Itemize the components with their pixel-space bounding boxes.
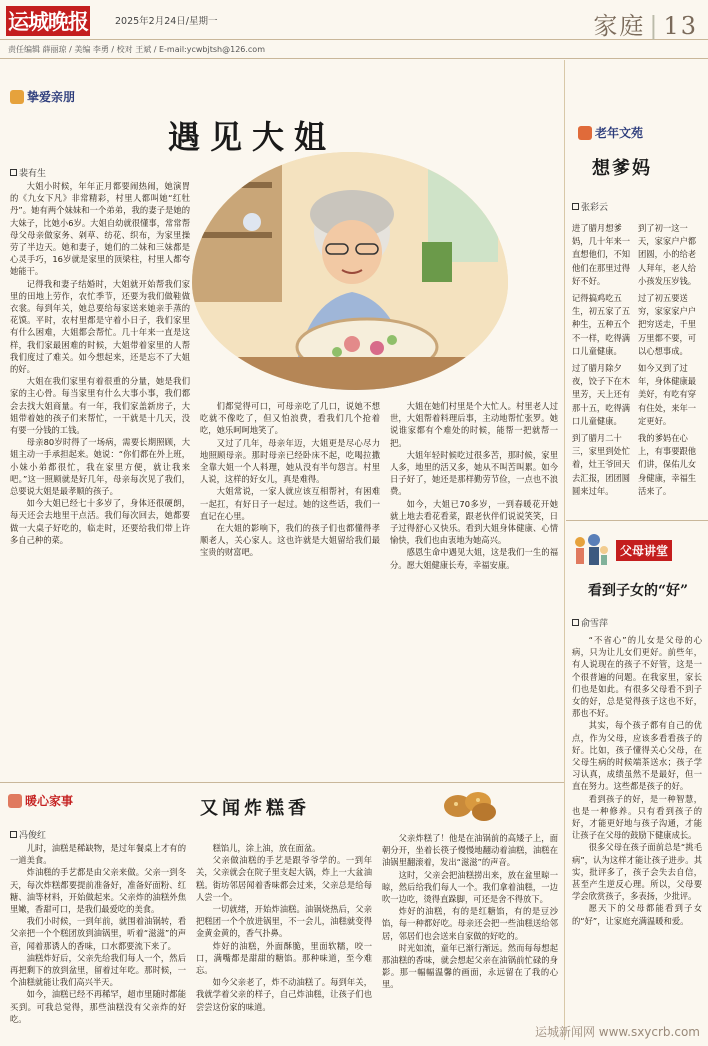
paragraph: 感恩生命中遇见大姐，这是我们一生的福分。愿大姐健康长寿，幸福安康。 [390, 547, 558, 570]
paragraph: 儿时，油糕是稀缺物，是过年餐桌上才有的一道美食。 [10, 843, 186, 866]
column-divider [564, 60, 565, 1040]
paragraph: 母亲80岁时得了一场病，需要长期照顾，大姐主动一手承担起来。她说：“你们都在外上班，小妹小弟都很忙，我在家里方便，就让我来吧。”这一照顾就是好几年，母亲每次见了我们，总要说大姐是最孝顺的孩子。 [10, 437, 190, 497]
poem-stanza: 进了腊月想爹妈，几十年来一直想他们，不知他们在那里过得好不好。 [572, 223, 631, 286]
paragraph: 油糕炸好后，父亲先给我们每人一个，然后再把剩下的放到盆里，留着过年吃。那时候，一个油糕就能让我们高兴半天。 [10, 952, 186, 988]
paragraph: 大姐常说，一家人就应该互相帮衬，有困难一起扛，有好日子一起过。她的这些话，我们一直记在心里。 [200, 486, 380, 521]
paragraph: 大姐小时候，年年正月都要闹热闹，她演胃的《九女下凡》非常精彩，村里人都叫她“红牡丹”。她有两个妹妹和一个弟弟，我的妻子是她的大妹子，比她小6岁。大姐自幼就很懂事，常常帮母父母亲做家务、剁草、纺花、织布，为家里操劳了半边天。她和妻子，她们的二妹和三妹都是心灵手巧，16岁就是家里的顶梁柱，村里人都夸她能干。 [10, 181, 190, 277]
paragraph: 我们小时候，一到年前，就围着油锅转，看父亲把一个个糕团放到油锅里，听着“滋滋”的声音，闻着那诱人的香味，口水都要流下来了。 [10, 916, 186, 951]
poem-stanza: 我的爹妈在心上，有事要跟他们讲，保佑儿女身健康，幸福生活来了。 [638, 433, 697, 496]
poem-author: 张彩云 [572, 200, 608, 213]
divider [0, 58, 708, 59]
article-body-col1 [10, 842, 186, 1040]
divider [0, 782, 564, 783]
article-body-col3 [382, 832, 558, 1040]
section-header: 家庭 | 13 [593, 12, 698, 40]
paragraph: 愿天下的父母都能看到子女的“好”，让家庭充满温暖和爱。 [572, 903, 702, 926]
family-icon [10, 90, 24, 104]
poem-stanza: 到了初一这一天，家家户户都团圆，小的给老人拜年，老人给小孩发压岁钱。 [638, 223, 697, 286]
paragraph: 大姐在她们村里是个大忙人。村里老人过世，大姐帮着料理后事，主动地帮忙张罗。她说谁家都有个难处的时候，能帮一把就帮一把。 [390, 401, 558, 448]
paragraph: 如今，大姐已70多岁，一到春暖花开她就上地去看花看菜，跟老伙伴们说说笑笑，日子过得舒心又快乐。看到大姐身体健康、心情愉快，我们也由衷地为她高兴。 [390, 498, 558, 546]
paragraph: 一切就绪，开始炸油糕。油锅烧热后，父亲把糕团一个个放进锅里，不一会儿，油糕就变得金黄金黄的，香气扑鼻。 [196, 904, 372, 939]
article-body-col3 [390, 400, 558, 778]
column-tag: 父母讲堂 [616, 540, 672, 561]
column-tag: 老年文苑 [578, 124, 643, 141]
column-tag: 暖心家事 [8, 792, 73, 809]
paragraph: 看到孩子的好，是一种智慧，也是一种修养。只有看到孩子的好，才能更好地与孩子沟通，才能让孩子在父母的鼓励下健康成长。 [572, 793, 702, 841]
poem-title: 想爹妈 [592, 158, 652, 179]
paragraph: 在大姐的影响下，我们的孩子们也都懂得孝顺老人，关心家人。这也许就是大姐留给我们最宝贵的财富吧。 [200, 523, 380, 558]
paragraph: 大姐在我们家里有着很重的分量，她是我们家的主心骨。每当家里有什么大事小事，我们都会去找大姐商量。有一年，我们家盖新房子，大姐带着她的孩子们来帮忙，一干就是十几天，没有要一分钱的工钱。 [10, 376, 190, 436]
section-name: 家庭 [593, 12, 646, 40]
essay-author: 俞雪萍 [572, 616, 608, 629]
poem-stanza: 过了初五要送穷，家家家户户把穷送走，千里万里都不要，可以心想事成。 [638, 293, 697, 356]
newspaper-logo: 运城晚报 [6, 6, 102, 34]
paragraph: 记得我和妻子结婚时，大姐就开始帮我们家里的田地上劳作，农忙季节，还要为我们做鞋做衣裳。每到年关，她总要给每家送来她亲手蒸的花馍。平时，农村里都是守着小日子，我们家里有什么困难，大姐都会帮忙。几十年来一直是这样，我们家最困难的时候，大姐带着家里的人帮我们度过了难关。如今想起来，还是忘不了大姐的好。 [10, 278, 190, 375]
poem-stanza: 记得搞鸡吃五生，初五家了五种生，五种五个不一样，吃得满口儿童健康。 [572, 293, 631, 356]
paragraph: 很多父母在孩子面前总是“挑毛病”，认为这样才能让孩子进步。其实，批评多了，孩子会失去自信，甚至产生逆反心理。所以，父母要学会欣赏孩子，多表扬，少批评。 [572, 842, 702, 902]
paragraph: 又过了几年，母亲年迈，大姐更是尽心尽力地照顾母亲。那时母亲已经卧床不起，吃喝拉撒全靠大姐一个人料理，她从没有半句怨言。村里人说，这样的好女儿，真是难得。 [200, 437, 380, 485]
divider [566, 520, 708, 521]
article-body-col2 [200, 400, 380, 778]
paragraph: 其实，每个孩子都有自己的优点，作为父母，应该多看看孩子的好。比如，孩子懂得关心父母，在父母生病的时候端茶送水；孩子学习认真，成绩虽然不是最好，但一直在努力。这些都是孩子的好。 [572, 720, 702, 792]
paragraph: 们都觉得可口，可母亲吃了几口，说她不想吃就不像吃了，但又怕浪费，看我们几个抢着吃，她乐呵呵地笑了。 [200, 401, 380, 436]
paragraph: “不省心”的儿女是父母的心病，只为让儿女们更好。前些年，有人说现在的孩子不好管，这是一个很普遍的问题。在我家里，家长们也是如此。有很多父母看不到子女的好，总是觉得孩子这也不好，那也不好。 [572, 635, 702, 719]
article-title: 又闻炸糕香 [200, 798, 310, 819]
paragraph: 大姐年轻时候吃过很多苦，那时候，家里人多，地里的活又多，她从不叫苦叫累。如今日子好了，她还是那样勤劳节俭，一点也不浪费。 [390, 449, 558, 497]
heart-icon [8, 794, 22, 808]
family-illustration [568, 528, 612, 572]
article-body-col1 [10, 180, 190, 778]
poem-stanza: 过了腊月除夕夜，饺子下在木里芳，天上还有那十五，吃得满口儿童健康。 [572, 363, 631, 426]
article-author: 冯俊红 [10, 828, 46, 841]
elderly-woman-illustration [192, 152, 508, 390]
article-author: 裴有生 [10, 166, 46, 179]
poem-col2 [638, 222, 700, 502]
poem-stanza: 如今又到了过年，身体健康最美好，有吃有穿有住处，来年一定更好。 [638, 363, 697, 426]
paragraph: 如今大姐已经七十多岁了，身体还很硬朗，每天还会去地里干点活。我们每次回去，她都要做一大桌子好吃的，临走时，还要给我们带上许多自己种的菜。 [10, 498, 190, 545]
fried-cakes-image [440, 788, 500, 822]
flower-icon [578, 126, 592, 140]
poem-stanza: 到了腊月二十三，家里到处忙着，灶王爷回天去汇报，团团圆圆来过年。 [572, 433, 631, 496]
paragraph: 如今，油糕已经不再稀罕，超市里随时都能买到。可我总觉得，那些油糕没有父亲炸的好吃。 [10, 989, 186, 1024]
column-tag: 挚爱亲朋 [10, 88, 75, 105]
editor-credits: 责任编辑 薛丽琼 / 美编 李勇 / 校对 王斌 / E-mail:ycwbjtsh@126.com [8, 45, 265, 54]
paragraph: 如今父亲老了，炸不动油糕了。每到年关，我就学着父亲的样子，自己炸油糕，让孩子们也尝尝这份家的味道。 [196, 977, 372, 1012]
issue-date: 2025年2月24日/星期一 [115, 16, 218, 27]
paragraph: 父亲做油糕的手艺是跟爷爷学的。一到年关，父亲就会在院子里支起大锅，炸上一大盆油糕。街坊邻居闻着香味都会过来，父亲总是给每人尝一个。 [196, 855, 372, 902]
poem-col1 [572, 222, 634, 502]
paragraph: 炸好的油糕，有的是红糖馅，有的是豆沙馅，每一种都好吃。母亲还会把一些油糕送给邻居，邻居们也会送来自家做的好吃的。 [382, 906, 558, 941]
page-number: 13 [663, 12, 698, 40]
paragraph: 炸好的油糕，外面酥脆，里面软糯，咬一口，满嘴都是甜甜的糖馅。那种味道，至今难忘。 [196, 940, 372, 976]
article-body-col2 [196, 842, 372, 1040]
paragraph: 炸油糕的手艺都是由父亲来做。父亲一到冬天，每次炸糕都要提前准备好，准备好面粉、红糖、油等材料，开始做起来。父亲炸的油糕外焦里嫩，香甜可口，是我们最爱吃的美食。 [10, 867, 186, 915]
site-watermark: 运城新闻网 www.sxycrb.com [534, 1025, 700, 1039]
paragraph: 父亲炸糕了！他是在油锅前的高矮子上，面朝分开，坐着长筷子慢慢地翻动着油糕，油糕在油锅里翻滚着，发出“滋滋”的声音。 [382, 833, 558, 868]
paragraph: 这时，父亲会把油糕捞出来，放在盆里晾一晾，然后给我们每人一个。我们拿着油糕，一边吹一边吃，烫得直跺脚，可还是舍不得放下。 [382, 869, 558, 905]
paragraph: 糕馅儿，涂上油，放在面盆。 [212, 843, 321, 853]
essay-title: 看到子女的“好” [588, 583, 689, 599]
article-title: 遇见大姐 [168, 118, 337, 156]
paragraph: 时光如流，童年已渐行渐远。然而每每想起那油糕的香味，就会想起父亲在油锅前忙碌的身影。那一幅幅温馨的画面，永远留在了我的心里。 [382, 942, 558, 990]
essay-body [572, 634, 702, 1014]
